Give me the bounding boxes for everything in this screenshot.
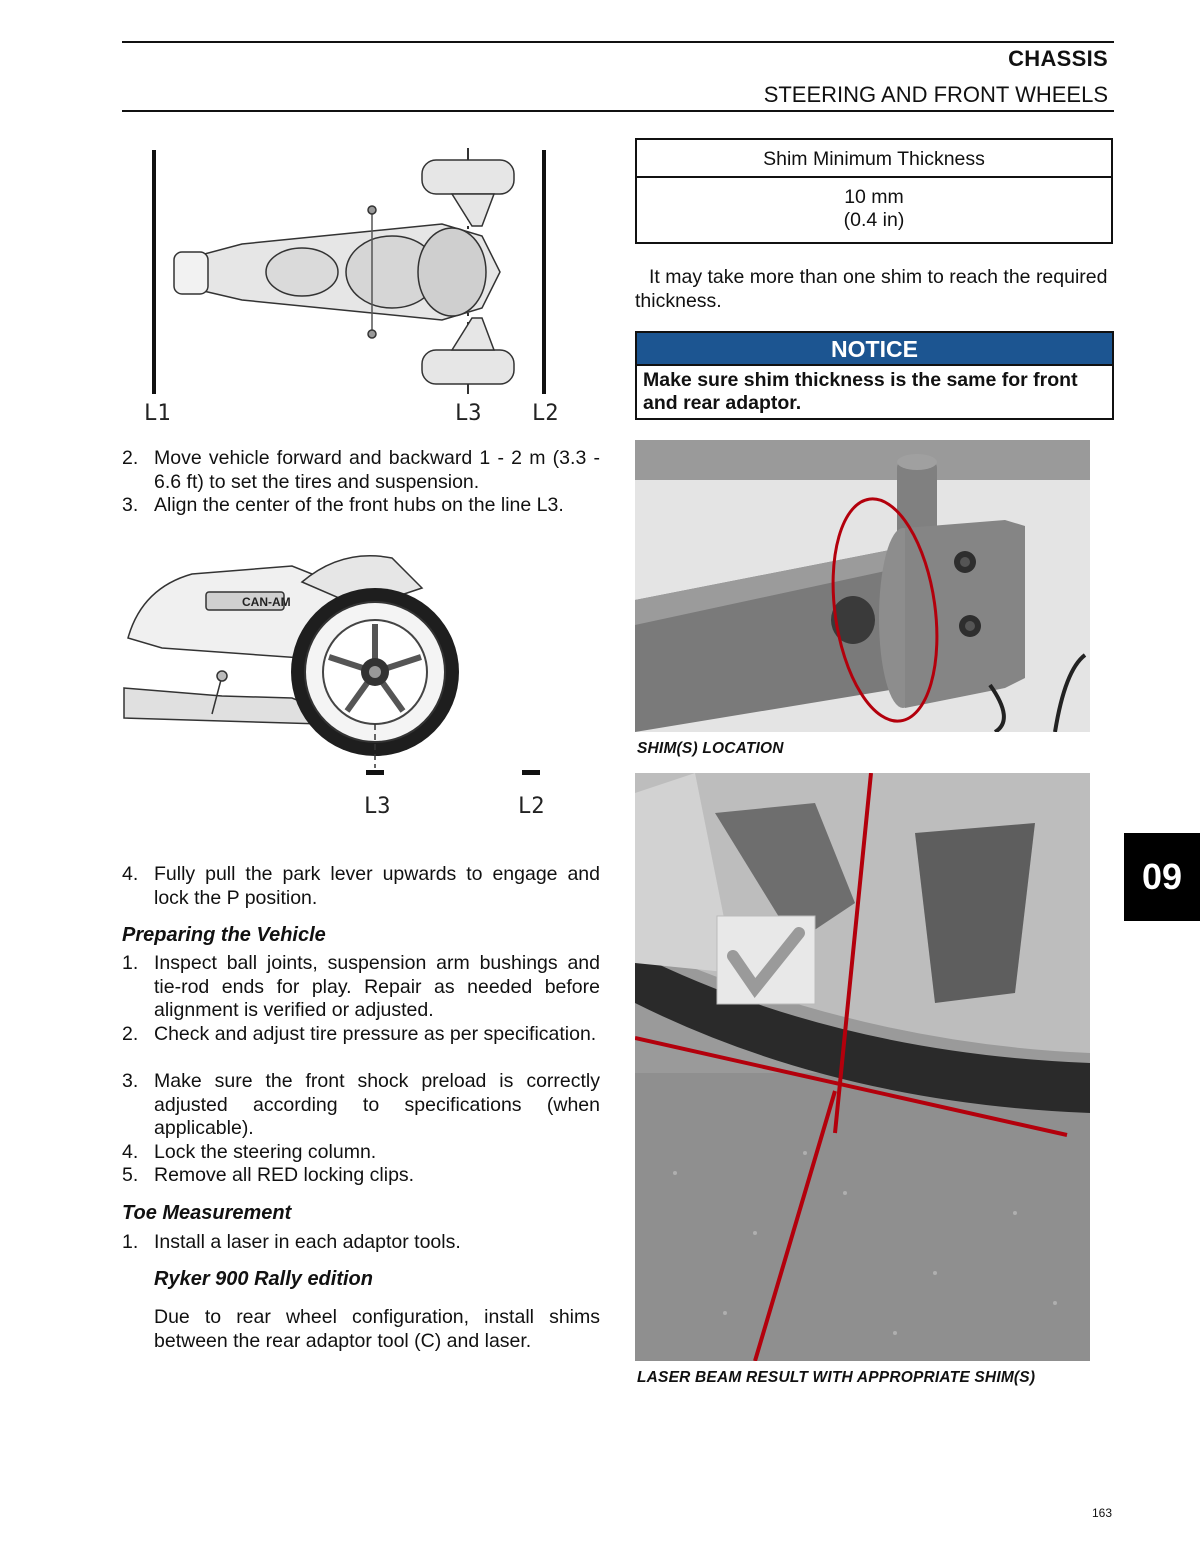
subsection-title: STEERING AND FRONT WHEELS [763, 82, 1108, 107]
marker-l2 [522, 770, 540, 775]
laser-beam-caption: LASER BEAM RESULT WITH APPROPRIATE SHIM(S) [637, 1369, 1036, 1386]
preparing-heading: Preparing the Vehicle [122, 924, 326, 946]
notice-text: Make sure shim thickness is the same for front and rear adaptor. [643, 369, 1078, 414]
floor [635, 1073, 1090, 1361]
list-item: 1. Install a laser in each adaptor tools. [122, 1231, 461, 1253]
notice-title: NOTICE [637, 333, 1112, 366]
vehicle-top-view-illustration [122, 140, 602, 430]
table-header: Shim Minimum Thickness [637, 140, 1111, 178]
label-l2: L2 [532, 401, 559, 426]
label-l3: L3 [455, 401, 482, 426]
chapter-tab: 09 [1124, 833, 1200, 921]
logo-can-am: CAN-AM [242, 595, 291, 609]
laser-beam-result-photo [635, 773, 1090, 1361]
toe-heading: Toe Measurement [122, 1202, 292, 1224]
notice-box [635, 331, 1114, 420]
shim-location-caption: SHIM(S) LOCATION [637, 740, 784, 757]
label-l3-side: L3 [364, 794, 391, 819]
list-item: 2. Move vehicle forward and backward 1 - 2 m (3.3 - 6.6 ft) to set the tires and suspension. [122, 447, 600, 493]
header-top-rule [122, 41, 1114, 43]
label-l2-side: L2 [518, 794, 545, 819]
page-number: 163 [1091, 1506, 1112, 1520]
section-title: CHASSIS [1008, 46, 1108, 71]
list-item: 1. Inspect ball joints, suspension arm bushings and tie-rod ends for play. Repair as needed before alignment is verified or adjusted. [122, 952, 600, 1021]
label-l1: L1 [144, 401, 171, 426]
list-item: 4. Fully pull the park lever upwards to engage and lock the P position. [122, 863, 600, 909]
table-cell: 10 mm (0.4 in) [843, 186, 905, 231]
list-item: 3. Make sure the front shock preload is correctly adjusted according to specifications (when applicable). [122, 1070, 600, 1139]
list-item: 4. Lock the steering column. [122, 1141, 377, 1163]
list-item: 2. Check and adjust tire pressure as per specification. [122, 1023, 597, 1045]
list-item: 3. Align the center of the front hubs on the line L3. [122, 494, 564, 516]
adaptor-block [905, 520, 1025, 708]
shim-thickness-table [635, 138, 1113, 244]
shim-note: It may take more than one shim to reach the required thickness. [635, 266, 1108, 312]
front-wheel [291, 588, 459, 756]
ryker-subheading: Ryker 900 Rally edition [154, 1268, 373, 1290]
vehicle-side-view-illustration [122, 548, 602, 823]
list-item: 5. Remove all RED locking clips. [122, 1164, 415, 1186]
header-bottom-rule [122, 110, 1114, 112]
toe-paragraph: Due to rear wheel configuration, install shims between the rear adaptor tool (C) and laser. [154, 1306, 600, 1352]
vehicle-body-top [174, 160, 514, 384]
shim-location-photo [635, 440, 1090, 732]
marker-l3 [366, 770, 384, 775]
